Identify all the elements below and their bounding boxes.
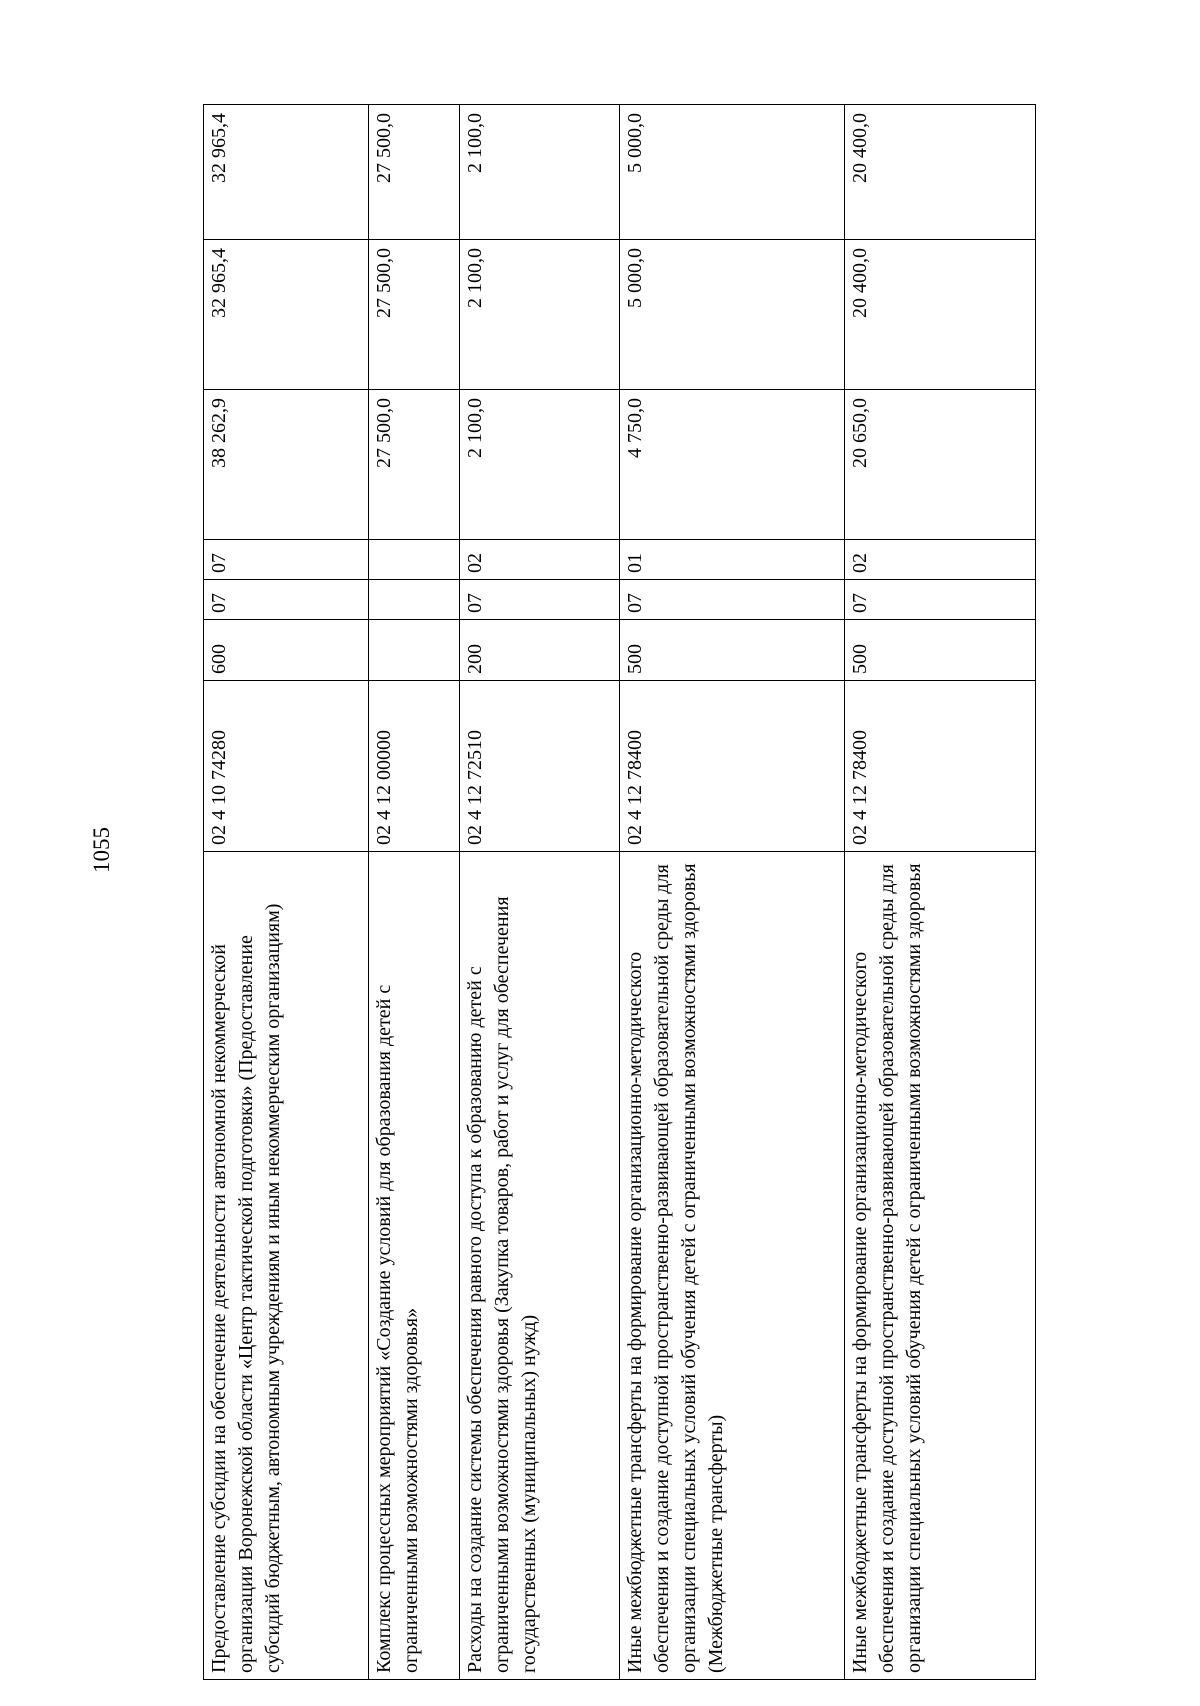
table-row [845,105,1036,1680]
table-row [369,105,460,1680]
row-amount-3: 20 400,0 [845,105,1036,240]
row-amount-2: 5 000,0 [620,240,845,390]
row-description: Иные межбюджетные трансферты на формирование организационно-методического обеспечения и создание доступной пространственно-развивающей образовательной среды для организации специальных условий обучения детей с ограниченными возможностями здоровья [845,852,1036,1680]
row-subsection [369,540,460,580]
row-target-code: 02 4 10 74280 [204,681,369,852]
budget-table-area [203,105,1093,1680]
row-amount-2: 32 965,4 [204,240,369,390]
row-section: 07 [204,580,369,620]
row-section: 07 [460,580,620,620]
table-row [460,105,620,1680]
row-amount-2: 2 100,0 [460,240,620,390]
row-description: Предоставление субсидии на обеспечение деятельности автономной некоммерческой организации Воронежской области «Центр тактической подготовки» (Предоставление субсидий бюджетным, автономным учреждениям и иным некоммерческим организациям) [204,852,369,1680]
table-row [204,105,369,1680]
row-section: 07 [845,580,1036,620]
row-subsection: 01 [620,540,845,580]
table-row [620,105,845,1680]
row-amount-3: 5 000,0 [620,105,845,240]
page-number [82,820,122,880]
row-description: Иные межбюджетные трансферты на формирование организационно-методического обеспечения и создание доступной пространственно-развивающей образовательной среды для организации специальных условий обучения детей с ограниченными возможностями здоровья (Межбюджетные трансферты) [620,852,845,1680]
row-section [369,580,460,620]
row-amount-3: 2 100,0 [460,105,620,240]
row-amount-2: 27 500,0 [369,240,460,390]
row-amount-2: 20 400,0 [845,240,1036,390]
rotated-table-wrapper [203,105,1093,1680]
row-subsection: 02 [845,540,1036,580]
row-amount-1: 27 500,0 [369,390,460,540]
page-number-text: 1055 [89,827,114,873]
row-expense-type: 200 [460,620,620,681]
row-section: 07 [620,580,845,620]
row-amount-1: 2 100,0 [460,390,620,540]
row-description: Расходы на создание системы обеспечения равного доступа к образованию детей с ограниченными возможностями здоровья (Закупка товаров, работ и услуг для обеспечения государственных (муниципальных) нужд) [460,852,620,1680]
row-expense-type: 500 [620,620,845,681]
budget-table [203,104,1036,1680]
row-target-code: 02 4 12 72510 [460,681,620,852]
row-expense-type: 600 [204,620,369,681]
row-amount-1: 4 750,0 [620,390,845,540]
row-expense-type: 500 [845,620,1036,681]
row-description: Комплекс процессных мероприятий «Создание условий для образования детей с ограниченными возможностями здоровья» [369,852,460,1680]
row-target-code: 02 4 12 78400 [845,681,1036,852]
row-amount-1: 38 262,9 [204,390,369,540]
row-amount-3: 27 500,0 [369,105,460,240]
row-subsection: 07 [204,540,369,580]
row-target-code: 02 4 12 00000 [369,681,460,852]
row-expense-type [369,620,460,681]
row-amount-1: 20 650,0 [845,390,1036,540]
row-amount-3: 32 965,4 [204,105,369,240]
row-target-code: 02 4 12 78400 [620,681,845,852]
row-subsection: 02 [460,540,620,580]
